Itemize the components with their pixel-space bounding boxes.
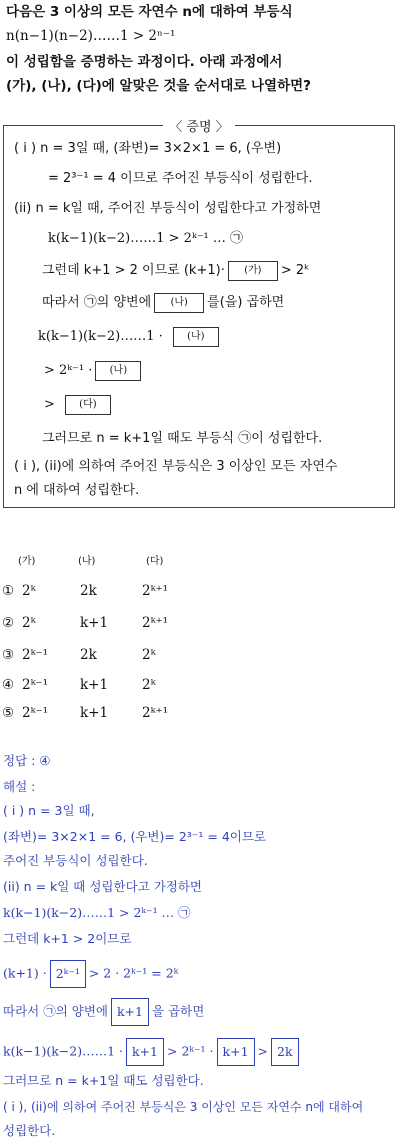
answer-line-8: [3, 998, 204, 1026]
answer-line-2: (좌변)= 3×2×1 = 6, (우변)= 2³⁻¹ = 4이므로: [3, 829, 266, 844]
option-header-ga: (가): [18, 556, 36, 567]
answer-box-na-3: k+1: [217, 1038, 255, 1066]
option-number: ④: [2, 677, 15, 693]
proof-step2-c-post: > 2ᵏ: [280, 263, 310, 278]
blank-ga-box: (가): [228, 261, 278, 281]
blank-na-box-2: (나): [173, 327, 219, 347]
option-number: ①: [2, 583, 15, 599]
answer-line-11: ( i ), (ii)에 의하여 주어진 부등식은 3 이상인 모든 자연수 n에 대하여: [3, 1100, 364, 1114]
proof-step1-a: ( i ) n = 3일 때, (좌변)= 3×2×1 = 6, (우변): [14, 141, 282, 156]
answer-box-na-1: k+1: [111, 998, 149, 1026]
proof-step2-g: [44, 394, 114, 416]
answer-line-7: [3, 960, 178, 988]
option-header-na: (나): [78, 556, 96, 567]
proof-step2-h: 그러므로 n = k+1일 때도 부등식 ㉠이 성립한다.: [42, 431, 323, 446]
blank-da-box: (다): [65, 395, 111, 415]
proof-box: [3, 120, 395, 508]
answer-box-ga: 2ᵏ⁻¹: [50, 960, 86, 988]
option-value-da: 2ᵏ: [142, 677, 156, 693]
question-line-3: 이 성립함을 증명하는 과정이다. 아래 과정에서: [6, 54, 283, 70]
option-number: ②: [2, 615, 15, 631]
option-value-na: k+1: [80, 677, 109, 693]
proof-step2-f-text: > 2ᵏ⁻¹ ·: [44, 363, 93, 378]
answer-line-5: k(k−1)(k−2)……1 > 2ᵏ⁻¹ … ㉠: [3, 905, 191, 920]
blank-na-box-3: (나): [95, 361, 141, 381]
answer-line-1: ( i ) n = 3일 때,: [3, 803, 95, 818]
proof-step1-b: = 2³⁻¹ = 4 이므로 주어진 부등식이 성립한다.: [48, 171, 313, 186]
answer-box-da: 2k: [271, 1038, 299, 1066]
proof-step2-b: k(k−1)(k−2)……1 > 2ᵏ⁻¹ … ㉠: [48, 231, 244, 246]
answer-line-9-gt: >: [257, 1043, 269, 1059]
option-value-da: 2ᵏ⁺¹: [142, 705, 169, 721]
proof-step2-c-pre: 그런데 k+1 > 2 이므로 (k+1)·: [42, 263, 225, 278]
answer-line-3: 주어진 부등식이 성립한다.: [3, 853, 148, 868]
option-value-na: k+1: [80, 615, 109, 631]
answer-line-9-pre: k(k−1)(k−2)……1 ·: [3, 1043, 123, 1059]
answer-line-12: 성립한다.: [3, 1123, 56, 1138]
proof-step3-a: ( i ), (ii)에 의하여 주어진 부등식은 3 이상인 모든 자연수: [14, 459, 338, 474]
option-header-da: (다): [146, 556, 164, 567]
proof-step2-a: (ii) n = k일 때, 주어진 부등식이 성립한다고 가정하면: [14, 201, 322, 216]
proof-step2-f: [44, 360, 144, 382]
option-value-na: 2k: [80, 583, 97, 599]
proof-step2-d-pre: 따라서 ㉠의 양변에: [42, 295, 152, 310]
option-value-ga: 2ᵏ⁻¹: [22, 677, 49, 693]
option-value-ga: 2ᵏ⁻¹: [22, 647, 49, 663]
answer-line-4: (ii) n = k일 때 성립한다고 가정하면: [3, 879, 202, 894]
option-value-na: k+1: [80, 705, 109, 721]
answer-line-8-pre: 따라서 ㉠의 양변에: [3, 1003, 108, 1019]
answer-correct: 정답 : ④: [3, 753, 51, 768]
answer-line-9: [3, 1038, 302, 1066]
blank-na-box-1: (나): [154, 293, 204, 313]
option-value-da: 2ᵏ⁺¹: [142, 615, 169, 631]
question-line-4: (가), (나), (다)에 알맞은 것을 순서대로 나열하면?: [6, 78, 312, 94]
answer-line-7-post: > 2 · 2ᵏ⁻¹ = 2ᵏ: [88, 965, 179, 981]
proof-step2-e-text: k(k−1)(k−2)……1 ·: [38, 329, 163, 344]
option-value-ga: 2ᵏ⁻¹: [22, 705, 49, 721]
question-line-1: 다음은 3 이상의 모든 자연수 n에 대하여 부등식: [6, 4, 293, 20]
option-number: ③: [2, 647, 15, 663]
option-value-ga: 2ᵏ: [22, 615, 36, 631]
option-value-na: 2k: [80, 647, 97, 663]
answer-line-8-post: 을 곱하면: [152, 1003, 205, 1019]
answer-line-10: 그러므로 n = k+1일 때도 성립한다.: [3, 1073, 204, 1088]
answer-label: 해설 :: [3, 779, 36, 794]
proof-step2-g-text: >: [44, 397, 55, 412]
option-value-ga: 2ᵏ: [22, 583, 36, 599]
proof-title: 〈 증명 〉: [163, 120, 234, 135]
option-value-da: 2ᵏ: [142, 647, 156, 663]
question-inequality: n(n−1)(n−2)……1 > 2ⁿ⁻¹: [6, 28, 176, 44]
answer-line-7-pre: (k+1) ·: [3, 965, 47, 981]
option-number: ⑤: [2, 705, 15, 721]
answer-box-na-2: k+1: [126, 1038, 164, 1066]
option-value-da: 2ᵏ⁺¹: [142, 583, 169, 599]
proof-step2-d: [42, 292, 284, 314]
answer-line-9-mid: > 2ᵏ⁻¹ ·: [167, 1043, 214, 1059]
proof-step2-d-post: 를(을) 곱하면: [207, 295, 285, 310]
proof-step2-c: [42, 260, 310, 282]
proof-step2-e: [38, 326, 222, 348]
proof-step3-b: n 에 대하여 성립한다.: [14, 483, 140, 498]
answer-line-6: 그런데 k+1 > 2이므로: [3, 931, 132, 946]
